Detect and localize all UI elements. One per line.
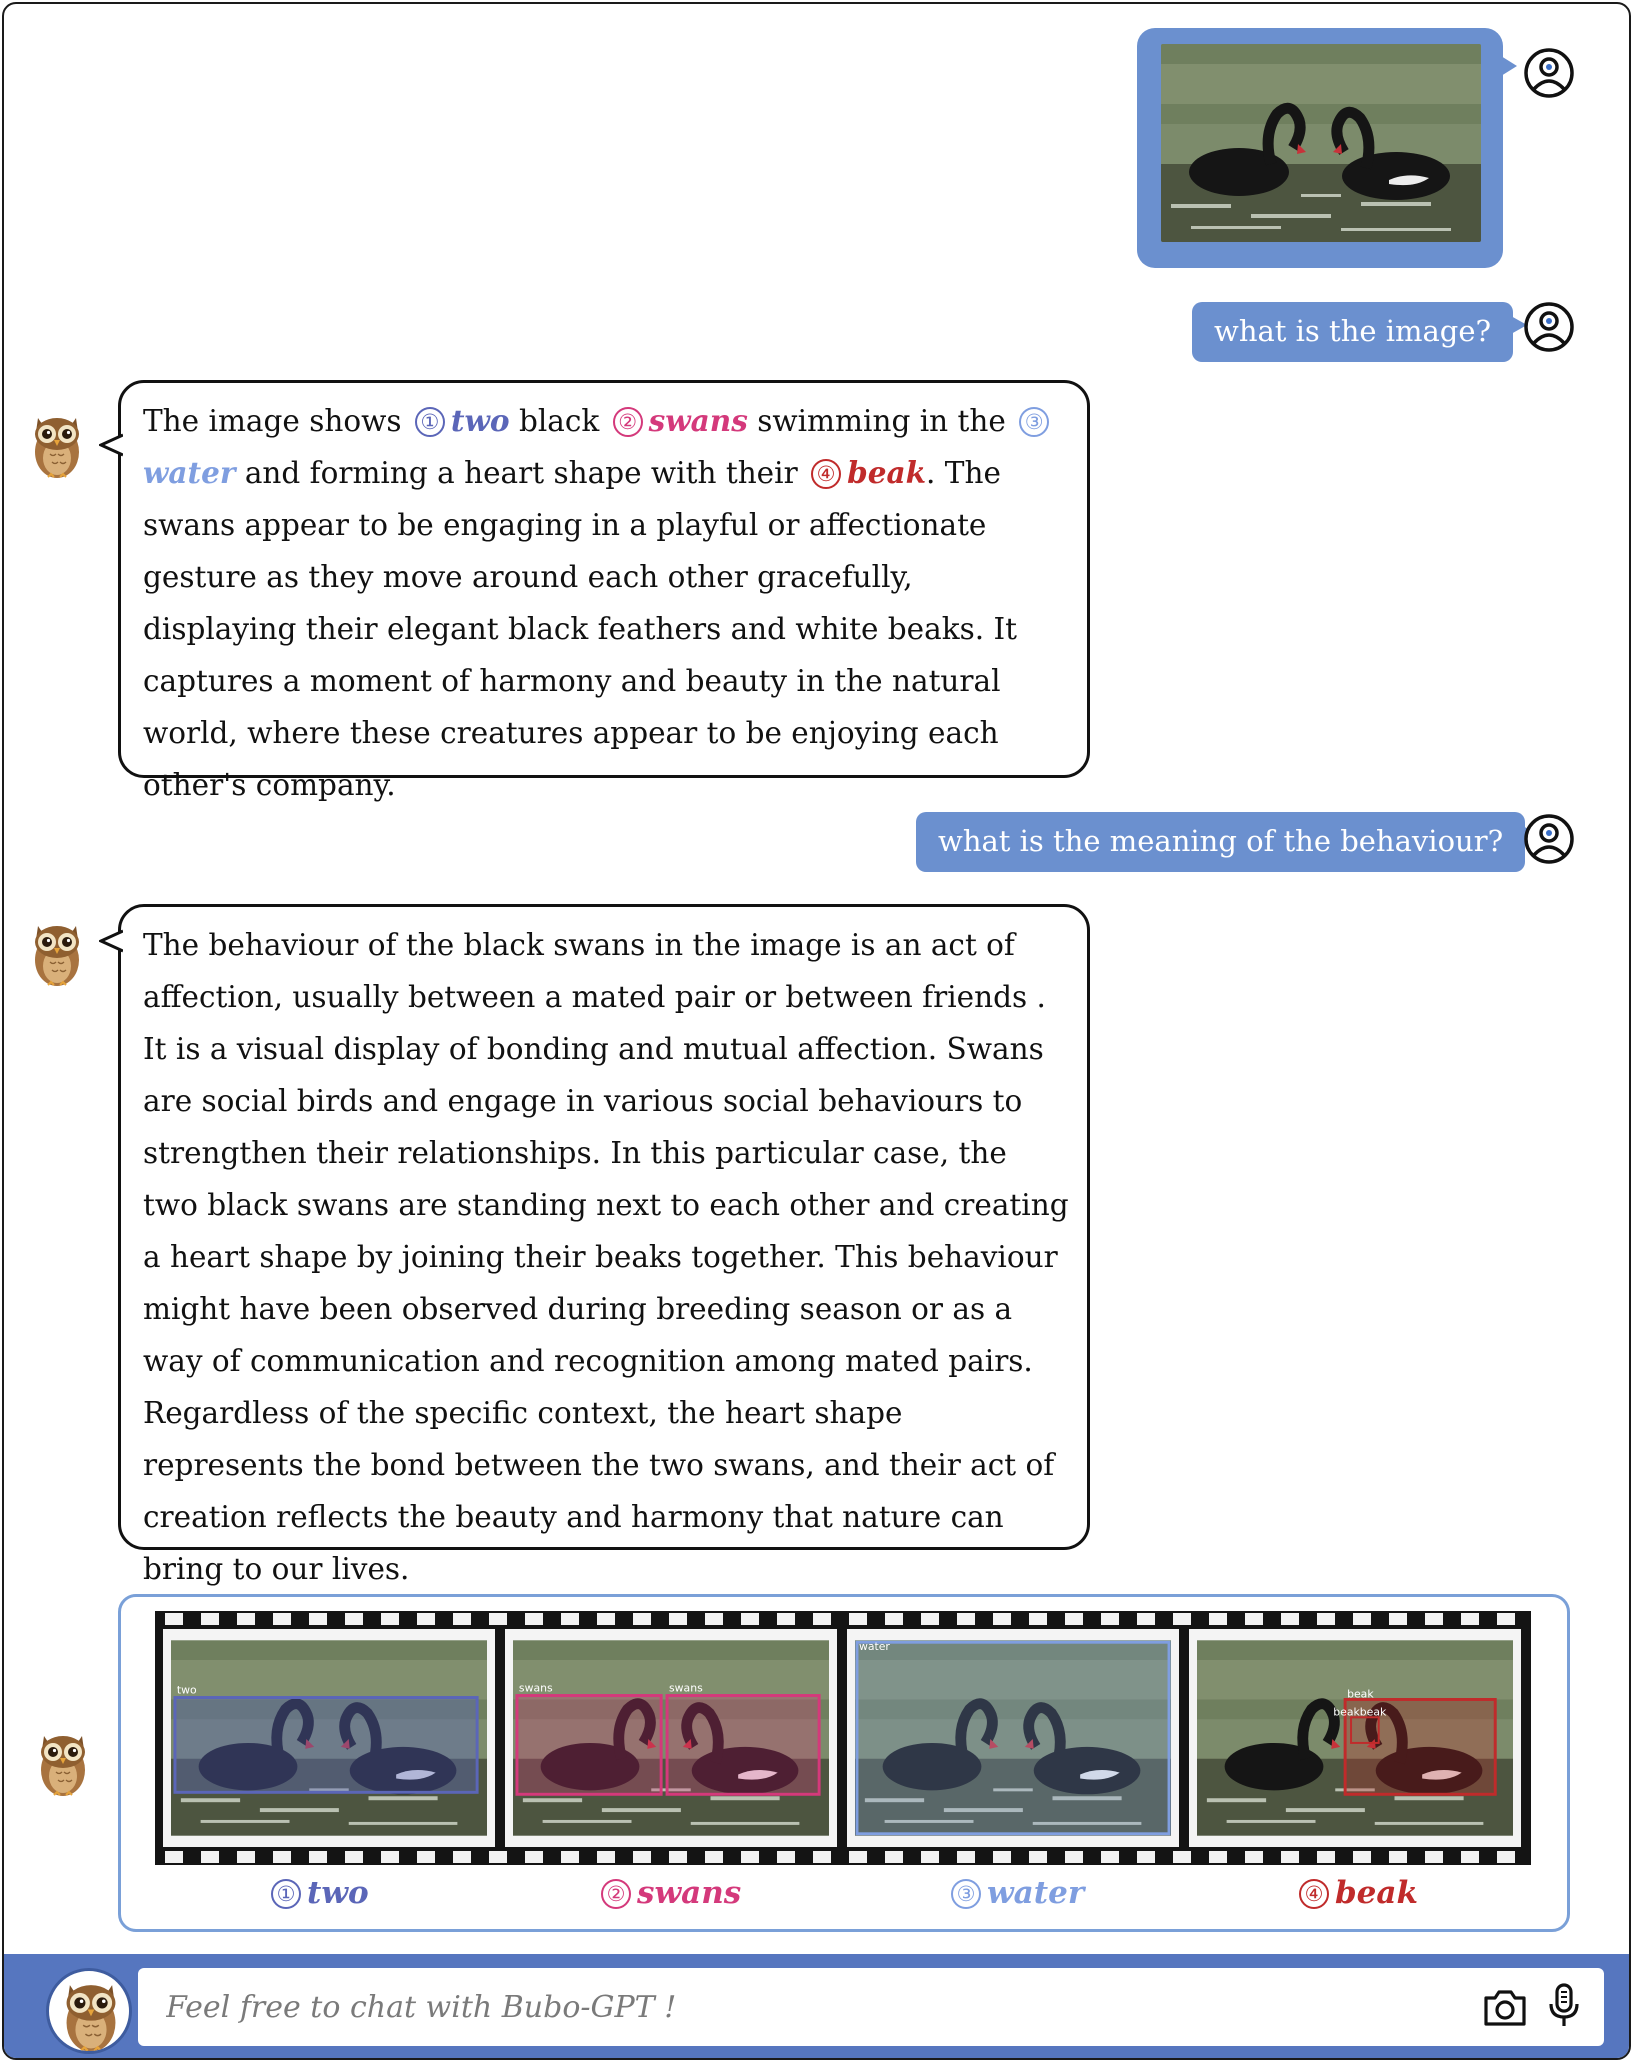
user-message-2 <box>916 812 1525 872</box>
box-tag: swans <box>518 1681 553 1695</box>
grounded-image-swans <box>513 1637 829 1839</box>
ref-label: water <box>987 1875 1085 1911</box>
user-message-text: what is the image? <box>1214 314 1492 348</box>
ref-label: water <box>143 455 236 490</box>
chat-input-bar <box>4 1954 1631 2060</box>
grounded-image-two <box>171 1637 487 1839</box>
grounding-label-beak[interactable] <box>1295 1875 1418 1911</box>
ref-label: beak <box>1335 1875 1418 1911</box>
chat-input[interactable] <box>138 1968 1604 2046</box>
user-image-message[interactable] <box>1137 28 1503 268</box>
ref-number: ④ <box>1299 1879 1329 1909</box>
box-tag: beak <box>1347 1687 1374 1701</box>
film-perforation <box>155 1613 1531 1625</box>
grounding-frame-beak[interactable] <box>1189 1629 1521 1847</box>
film-strip <box>155 1611 1531 1865</box>
bot-message-text: The behaviour of the black swans in the image is an act of affection, usually between a mated pair or between friends . It is a visual display of bonding and mutual affection. Swans are social birds and engage in various social behaviours to strengthen their relationships. In this particular case, the two black swans are standing next to each other and creating a heart shape by joining their beaks together. This behaviour might have been observed during breeding season or as a way of communication and recognition among mated pairs. Regardless of the specific context, the heart shape represents the bond between the two swans, and their act of creation reflects the beauty and harmony that nature can bring to our lives. <box>143 928 1069 1586</box>
owl-avatar-icon <box>34 1726 92 1798</box>
text-span: black <box>509 404 609 438</box>
user-avatar-icon <box>1522 46 1576 100</box>
bot-message-1 <box>118 380 1090 802</box>
ref-number: ② <box>613 407 643 437</box>
microphone-icon[interactable] <box>1548 1982 1580 2030</box>
text-span: . The swans appear to be engaging in a playful or affectionate gesture as they move around each other gracefully, displaying their elegant black feathers and white beaks. It captures a moment of harmony and beauty in the natural world, where these creatures appear to be enjoying each other's company. <box>143 456 1018 802</box>
user-avatar-icon <box>1522 812 1576 866</box>
ref-label: two <box>450 403 510 438</box>
bubble-tail <box>99 929 123 953</box>
ref-beak[interactable] <box>807 456 926 490</box>
ref-label: swans <box>637 1875 742 1911</box>
ref-swans[interactable] <box>609 404 748 438</box>
bot-message-2 <box>118 904 1090 1586</box>
text-span: swimming in the <box>747 404 1016 438</box>
box-tag: beakbeak <box>1333 1705 1387 1719</box>
grounded-image-beak <box>1197 1637 1513 1839</box>
text-span: The image shows <box>143 404 411 438</box>
owl-avatar-icon <box>28 408 86 480</box>
grounding-label-two[interactable] <box>267 1875 369 1911</box>
grounding-frame-water[interactable] <box>847 1629 1179 1847</box>
ref-label: beak <box>847 455 927 490</box>
user-message-text: what is the meaning of the behaviour? <box>938 824 1504 858</box>
chat-window <box>2 2 1631 2060</box>
user-avatar-icon <box>1522 300 1576 354</box>
grounding-frame-swans[interactable] <box>505 1629 837 1847</box>
box-tag: water <box>858 1640 890 1654</box>
grounding-card <box>118 1594 1570 1932</box>
text-span: and forming a heart shape with their <box>235 456 808 490</box>
ref-number: ② <box>601 1879 631 1909</box>
box-tag: swans <box>669 1681 703 1695</box>
grounded-image-water <box>855 1637 1171 1839</box>
bubble-tail <box>99 433 123 457</box>
ref-number: ① <box>271 1879 301 1909</box>
ref-number: ③ <box>951 1879 981 1909</box>
grounding-label-water[interactable] <box>947 1875 1084 1911</box>
ref-label: two <box>307 1875 369 1911</box>
ref-number: ③ <box>1019 407 1049 437</box>
ref-number: ④ <box>811 459 841 489</box>
ref-label: swans <box>648 403 748 438</box>
box-tag: two <box>176 1683 197 1697</box>
user-message-1 <box>1192 302 1513 362</box>
film-perforation <box>155 1851 1531 1863</box>
swan-photo[interactable] <box>1161 44 1481 242</box>
camera-icon[interactable] <box>1482 1986 1528 2028</box>
ref-two[interactable] <box>411 404 510 438</box>
grounding-frame-two[interactable] <box>163 1629 495 1847</box>
owl-avatar-icon <box>46 1968 132 2054</box>
owl-avatar-icon <box>28 916 86 988</box>
grounding-label-swans[interactable] <box>597 1875 741 1911</box>
ref-number: ① <box>415 407 445 437</box>
